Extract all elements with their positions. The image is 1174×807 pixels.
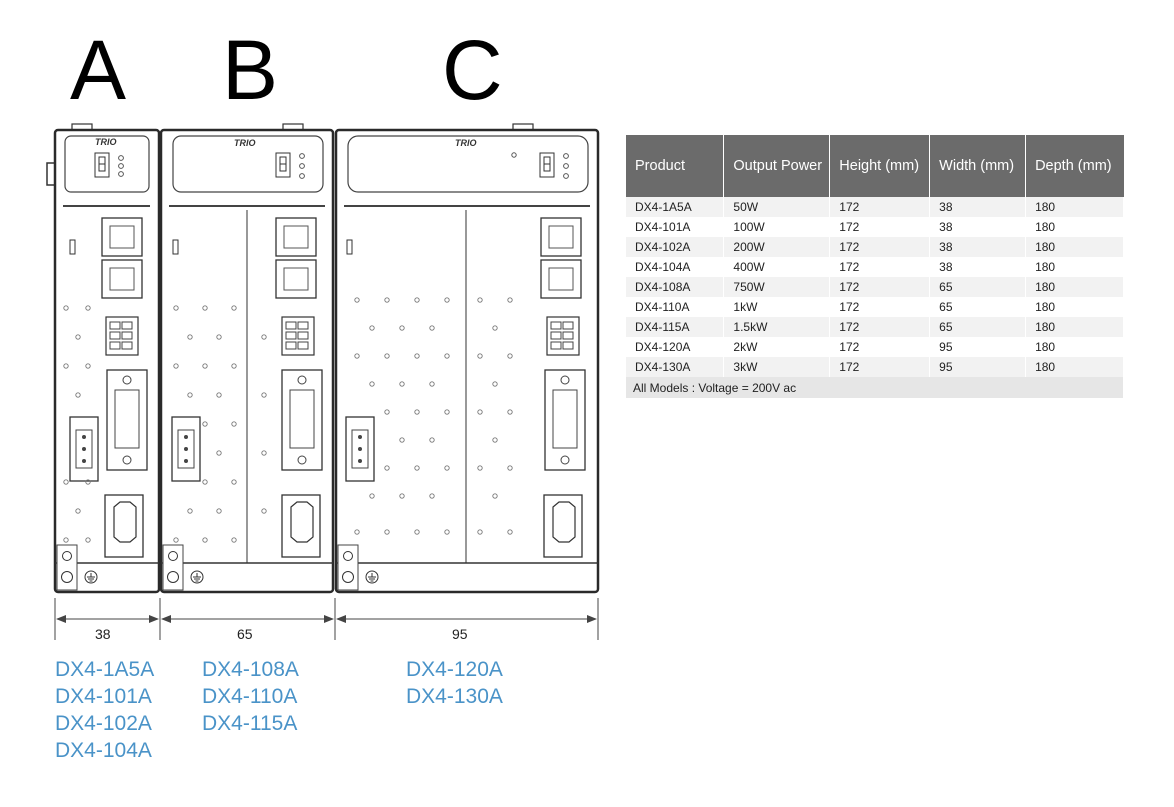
drive-unit-b <box>161 124 333 592</box>
cell-height: 172 <box>830 297 930 317</box>
width-label-c: 95 <box>452 626 468 642</box>
cell-height: 172 <box>830 257 930 277</box>
cell-depth: 180 <box>1026 277 1124 297</box>
cell-width: 65 <box>930 297 1026 317</box>
cell-output-power: 100W <box>724 217 830 237</box>
table-footer-row <box>626 377 1124 398</box>
cell-depth: 180 <box>1026 317 1124 337</box>
cell-product: DX4-115A <box>626 317 724 337</box>
cell-depth: 180 <box>1026 237 1124 257</box>
drive-illustration <box>0 0 610 640</box>
cell-output-power: 750W <box>724 277 830 297</box>
cell-product: DX4-101A <box>626 217 724 237</box>
table-row <box>626 297 1124 317</box>
table-row <box>626 277 1124 297</box>
table-row <box>626 337 1124 357</box>
table-header-row <box>626 135 1124 197</box>
drive-unit-a <box>47 124 159 592</box>
header-width: Width (mm) <box>930 135 1026 197</box>
cell-depth: 180 <box>1026 217 1124 237</box>
width-dimension-lines <box>55 598 598 640</box>
cell-depth: 180 <box>1026 357 1124 377</box>
cell-product: DX4-108A <box>626 277 724 297</box>
cell-width: 38 <box>930 217 1026 237</box>
cell-height: 172 <box>830 337 930 357</box>
model-name: DX4-1A5A <box>55 658 155 681</box>
cell-depth: 180 <box>1026 197 1124 217</box>
header-height: Height (mm) <box>830 135 930 197</box>
model-name: DX4-108A <box>202 658 299 681</box>
model-list-b <box>202 656 299 737</box>
header-output-power: Output Power <box>724 135 830 197</box>
cell-output-power: 1kW <box>724 297 830 317</box>
table-row <box>626 317 1124 337</box>
width-label-a: 38 <box>95 626 111 642</box>
cell-width: 38 <box>930 257 1026 277</box>
drive-unit-c <box>336 124 598 592</box>
trio-logo-c: TRIO <box>455 138 477 148</box>
model-name: DX4-101A <box>55 685 152 708</box>
header-depth: Depth (mm) <box>1026 135 1124 197</box>
cell-width: 38 <box>930 197 1026 217</box>
size-letter-a: A <box>70 23 127 117</box>
model-name: DX4-102A <box>55 712 152 735</box>
cell-output-power: 3kW <box>724 357 830 377</box>
cell-product: DX4-120A <box>626 337 724 357</box>
table-footer-note: All Models : Voltage = 200V ac <box>626 377 1124 398</box>
trio-logo-a: TRIO <box>95 137 117 147</box>
cell-height: 172 <box>830 217 930 237</box>
cell-height: 172 <box>830 237 930 257</box>
cell-depth: 180 <box>1026 297 1124 317</box>
header-product: Product <box>626 135 724 197</box>
specification-table <box>626 135 1124 398</box>
model-name: DX4-104A <box>55 739 152 762</box>
model-name: DX4-110A <box>202 685 298 708</box>
trio-logo-b: TRIO <box>234 138 256 148</box>
model-name: DX4-130A <box>406 685 503 708</box>
cell-width: 95 <box>930 357 1026 377</box>
size-letter-b: B <box>222 23 279 117</box>
cell-product: DX4-1A5A <box>626 197 724 217</box>
cell-depth: 180 <box>1026 337 1124 357</box>
model-list-a <box>55 656 154 764</box>
cell-product: DX4-130A <box>626 357 724 377</box>
model-name: DX4-115A <box>202 712 298 735</box>
width-label-b: 65 <box>237 626 253 642</box>
model-name: DX4-120A <box>406 658 503 681</box>
table-row <box>626 357 1124 377</box>
cell-product: DX4-110A <box>626 297 724 317</box>
cell-width: 38 <box>930 237 1026 257</box>
cell-product: DX4-102A <box>626 237 724 257</box>
cell-height: 172 <box>830 277 930 297</box>
cell-depth: 180 <box>1026 257 1124 277</box>
table-row <box>626 217 1124 237</box>
table-row <box>626 197 1124 217</box>
cell-output-power: 400W <box>724 257 830 277</box>
cell-product: DX4-104A <box>626 257 724 277</box>
cell-output-power: 1.5kW <box>724 317 830 337</box>
cell-height: 172 <box>830 197 930 217</box>
cell-output-power: 200W <box>724 237 830 257</box>
cell-output-power: 50W <box>724 197 830 217</box>
table-row <box>626 257 1124 277</box>
size-letter-c: C <box>442 23 503 117</box>
cell-width: 65 <box>930 317 1026 337</box>
model-list-c <box>406 656 503 710</box>
cell-width: 95 <box>930 337 1026 357</box>
cell-width: 65 <box>930 277 1026 297</box>
cell-height: 172 <box>830 317 930 337</box>
cell-height: 172 <box>830 357 930 377</box>
table-row <box>626 237 1124 257</box>
cell-output-power: 2kW <box>724 337 830 357</box>
